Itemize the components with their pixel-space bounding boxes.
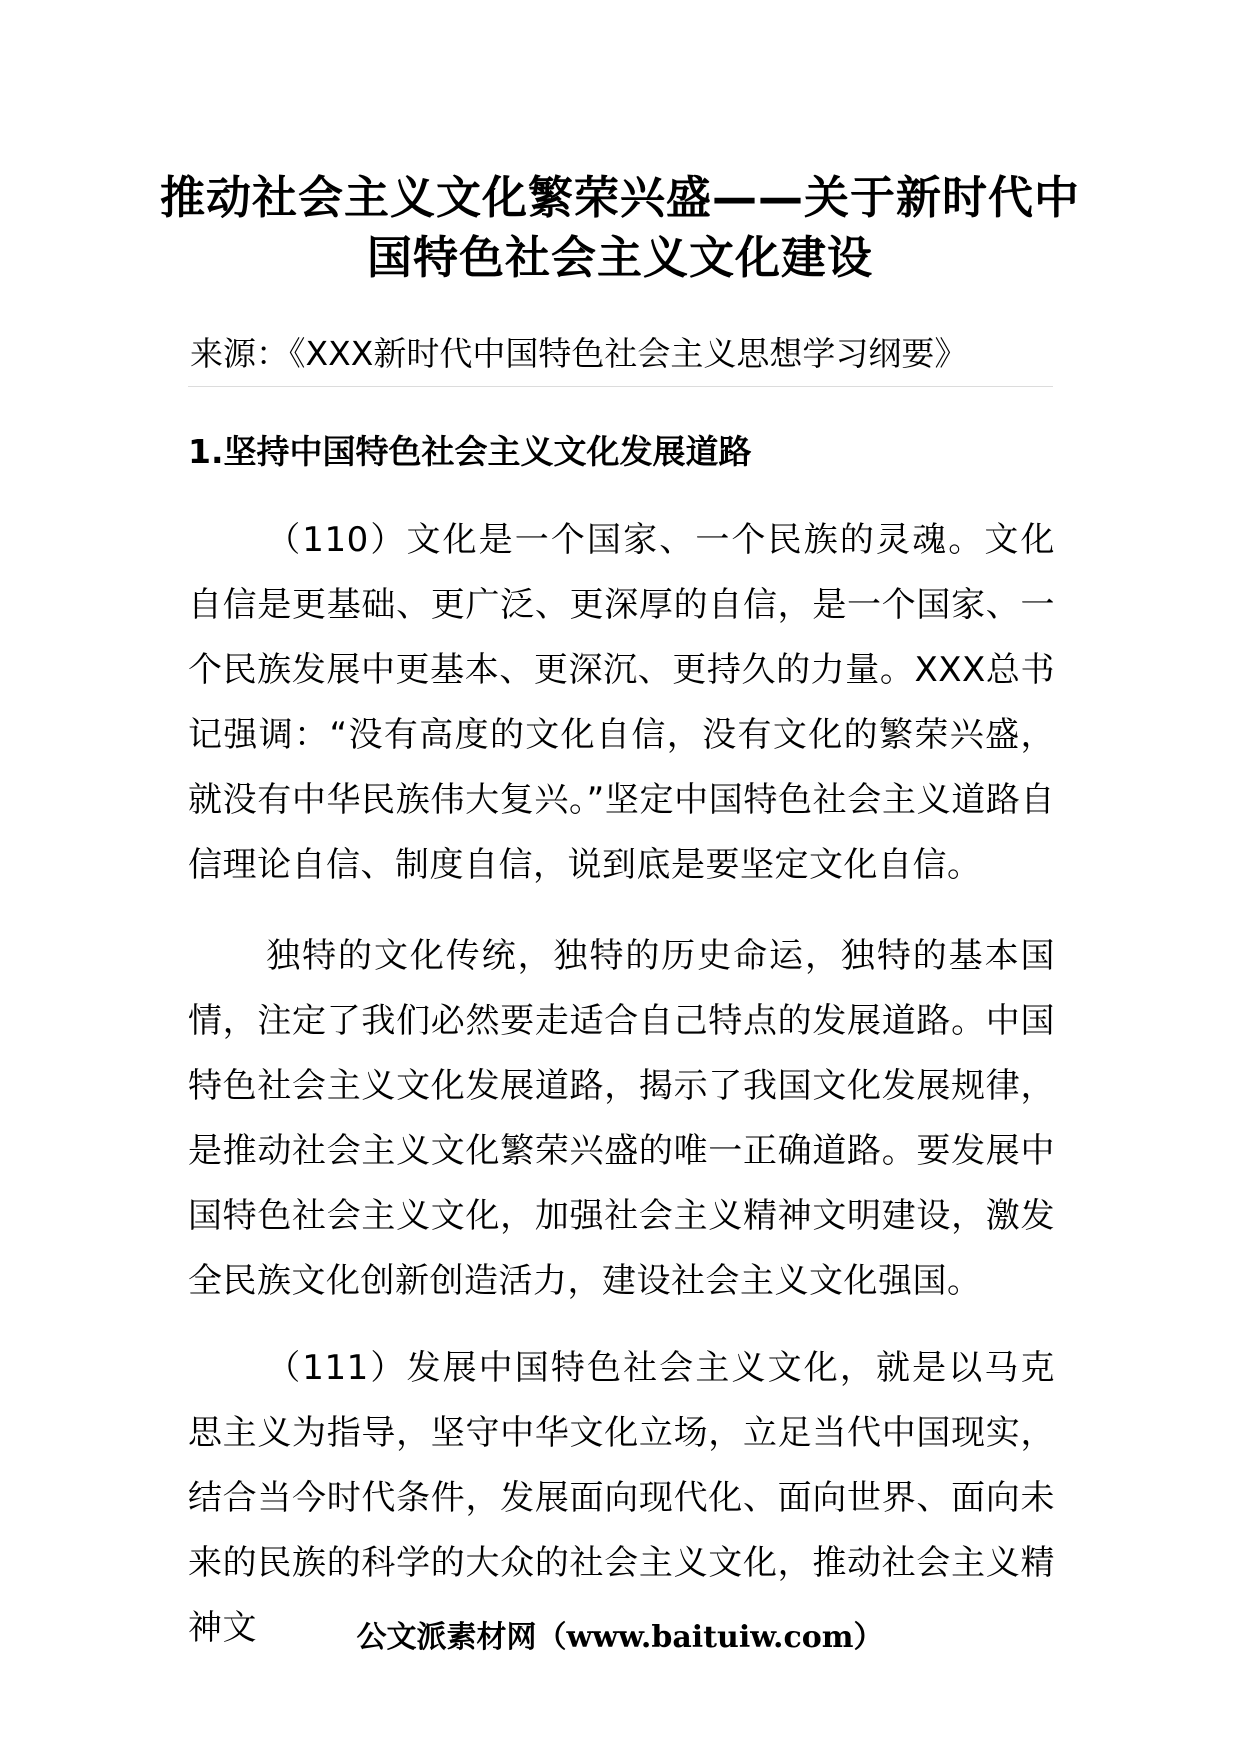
document-title: 推动社会主义文化繁荣兴盛——关于新时代中国特色社会主义文化建设 xyxy=(159,171,1080,284)
divider xyxy=(188,386,1053,387)
section-heading: 1.坚持中国特色社会主义文化发展道路 xyxy=(188,432,752,471)
paragraph-1: （110）文化是一个国家、一个民族的灵魂。文化自信是更基础、更广泛、更深厚的自信，是一个国家、一个民族发展中更基本、更深沉、更持久的力量。XXX总书记强调：“没有高度的文化自信，没有文化的繁荣兴盛，就没有中华民族伟大复兴。”坚定中国特色社会主义道路自信理论自信、制度自信，说到底是要坚定文化自信。 xyxy=(188,520,1055,885)
paragraph-3: （111）发展中国特色社会主义文化，就是以马克思主义为指导，坚守中华文化立场，立足当代中国现实，结合当今时代条件，发展面向现代化、面向世界、面向未来的民族的科学的大众的社会主义文化，推动社会主义精神文 xyxy=(188,1348,1055,1648)
footer-watermark: 公文派素材网（www.baituiw.com） xyxy=(356,1620,884,1655)
source-line: 来源：《XXX新时代中国特色社会主义思想学习纲要》 xyxy=(190,334,968,373)
paragraph-2: 独特的文化传统，独特的历史命运，独特的基本国情，注定了我们必然要走适合自己特点的发展道路。中国特色社会主义文化发展道路，揭示了我国文化发展规律，是推动社会主义文化繁荣兴盛的唯一正确道路。要发展中国特色社会主义文化，加强社会主义精神文明建设，激发全民族文化创新创造活力，建设社会主义文化强国。 xyxy=(188,936,1055,1301)
